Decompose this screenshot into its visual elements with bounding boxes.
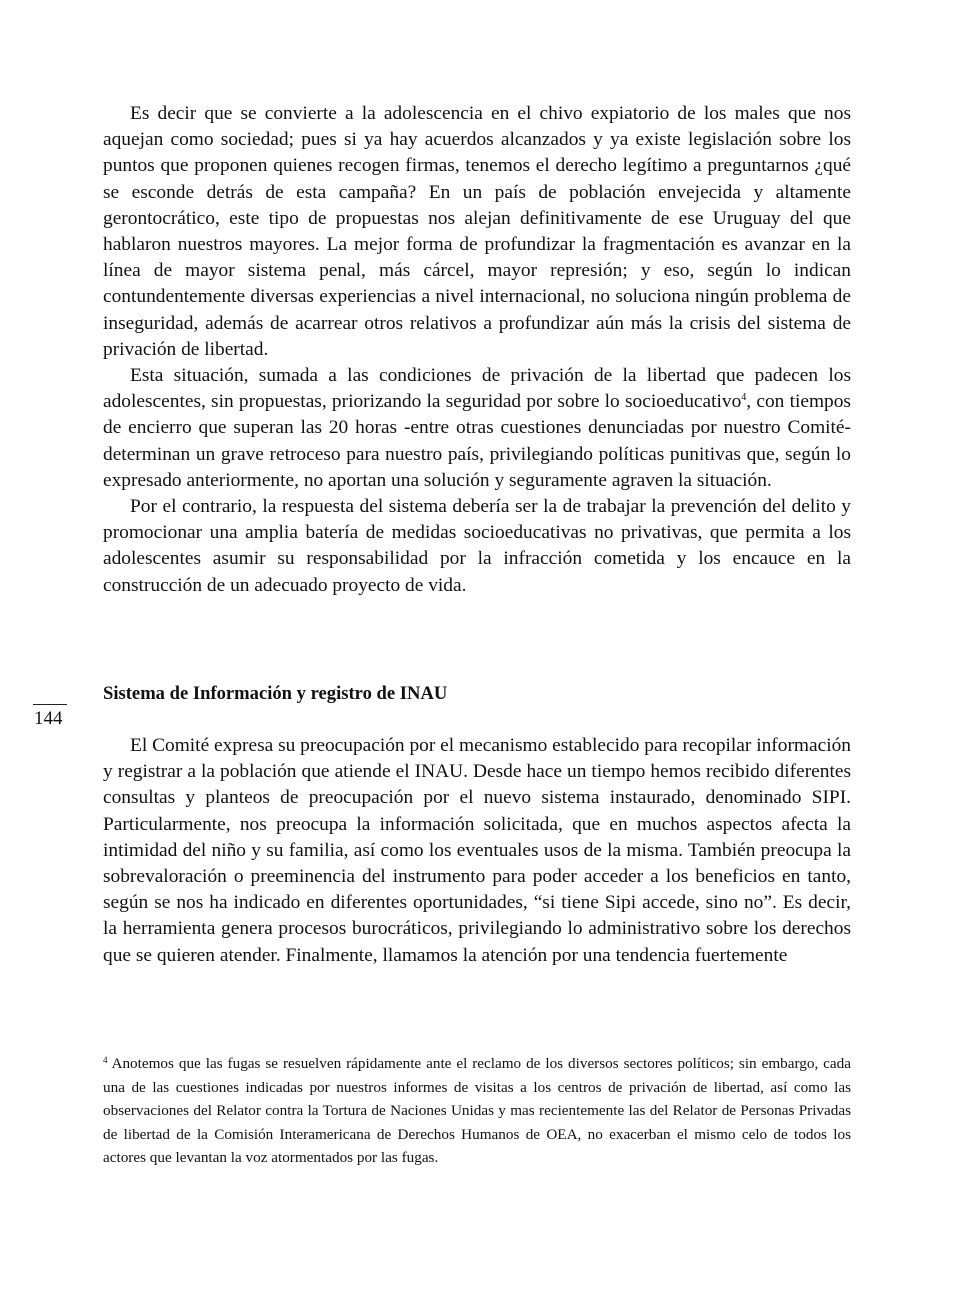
footnote-number: 4 [103, 1055, 108, 1065]
section-paragraph: El Comité expresa su preocupación por el mecanismo establecido para recopilar información y registrar a la población que atiende el INAU. Desde hace un tiempo hemos recibido diferentes consultas y planteos de preocupación por el nuevo sistema instaurado, denominado SIPI. Particularmente, nos preocupa la información solicitada, que en muchos aspectos afecta la intimidad del niño y su familia, así como los eventuales usos de la misma. También preocupa la sobrevaloración o preeminencia del instrumento para poder acceder a los beneficios en tanto, según se nos ha indicado en diferentes oportunidades, “si tiene Sipi accede, sino no”. Es decir, la herramienta genera procesos burocráticos, privilegiando lo administrativo sobre los derechos que se quieren atender. Finalmente, llamamos la atención por una tendencia fuertemente [103, 735, 851, 966]
paragraph-1: Es decir que se convierte a la adolescencia en el chivo expiatorio de los males que nos aquejan como sociedad; pues si ya hay acuerdos alcanzados y ya existe legislación sobre los puntos que proponen quienes recogen firmas, tenemos el derecho legítimo a preguntarnos ¿qué se esconde detrás de esta campaña? En un país de población envejecida y altamente gerontocrático, este tipo de propuestas nos alejan definitivamente de ese Uruguay del que hablaron nuestros mayores. La mejor forma de profundizar la fragmentación es avanzar en la línea de mayor sistema penal, más cárcel, mayor represión; y eso, según lo indican contundentemente diversas experiencias a nivel internacional, no soluciona ningún problema de inseguridad, además de acarrear otros relativos a profundizar aún más la crisis del sistema de privación de libertad. [103, 103, 851, 360]
paragraph-3: Por el contrario, la respuesta del sistema debería ser la de trabajar la prevención del delito y promocionar una amplia batería de medidas socioeducativas no privativas, que permita a los adolescentes asumir su responsabilidad por la infracción cometida y los encauce en la construcción de un adecuado proyecto de vida. [103, 496, 851, 596]
footnote-reference[interactable]: 4 [741, 392, 747, 404]
paragraph-2-start: Esta situación, sumada a las condiciones de privación de la libertad que padecen los adolescentes, sin propuestas, priorizando la seguridad por sobre lo socioeducativo [103, 365, 851, 413]
footnote-text: Anotemos que las fugas se resuelven rápidamente ante el reclamo de los diversos sectores políticos; sin embargo, cada una de las cuestiones indicadas por nuestros informes de visitas a los centros de privación de libertad, así como las observaciones del Relator contra la Tortura de Naciones Unidas y mas recientemente las del Relator de Personas Privadas de libertad de la Comisión Interamericana de Derechos Humanos de OEA, no exacerban el mismo celo de todos los actores que levantan la voz atormentados por las fugas. [103, 1055, 851, 1166]
page-number-rule [33, 704, 67, 705]
section-body [103, 733, 851, 969]
section-heading: Sistema de Información y registro de INAU [103, 683, 448, 704]
body-text [103, 101, 851, 599]
paragraph-2-end: , con tiempos de encierro que superan las 20 horas -entre otras cuestiones denunciadas por nuestro Comité- determinan un grave retroceso para nuestro país, privilegiando políticas punitivas que, según lo expresado anteriormente, no aportan una solución y seguramente agraven la situación. [103, 391, 851, 491]
paragraph-2 [103, 363, 851, 494]
footnote [103, 1052, 851, 1170]
page-number: 144 [34, 708, 63, 729]
